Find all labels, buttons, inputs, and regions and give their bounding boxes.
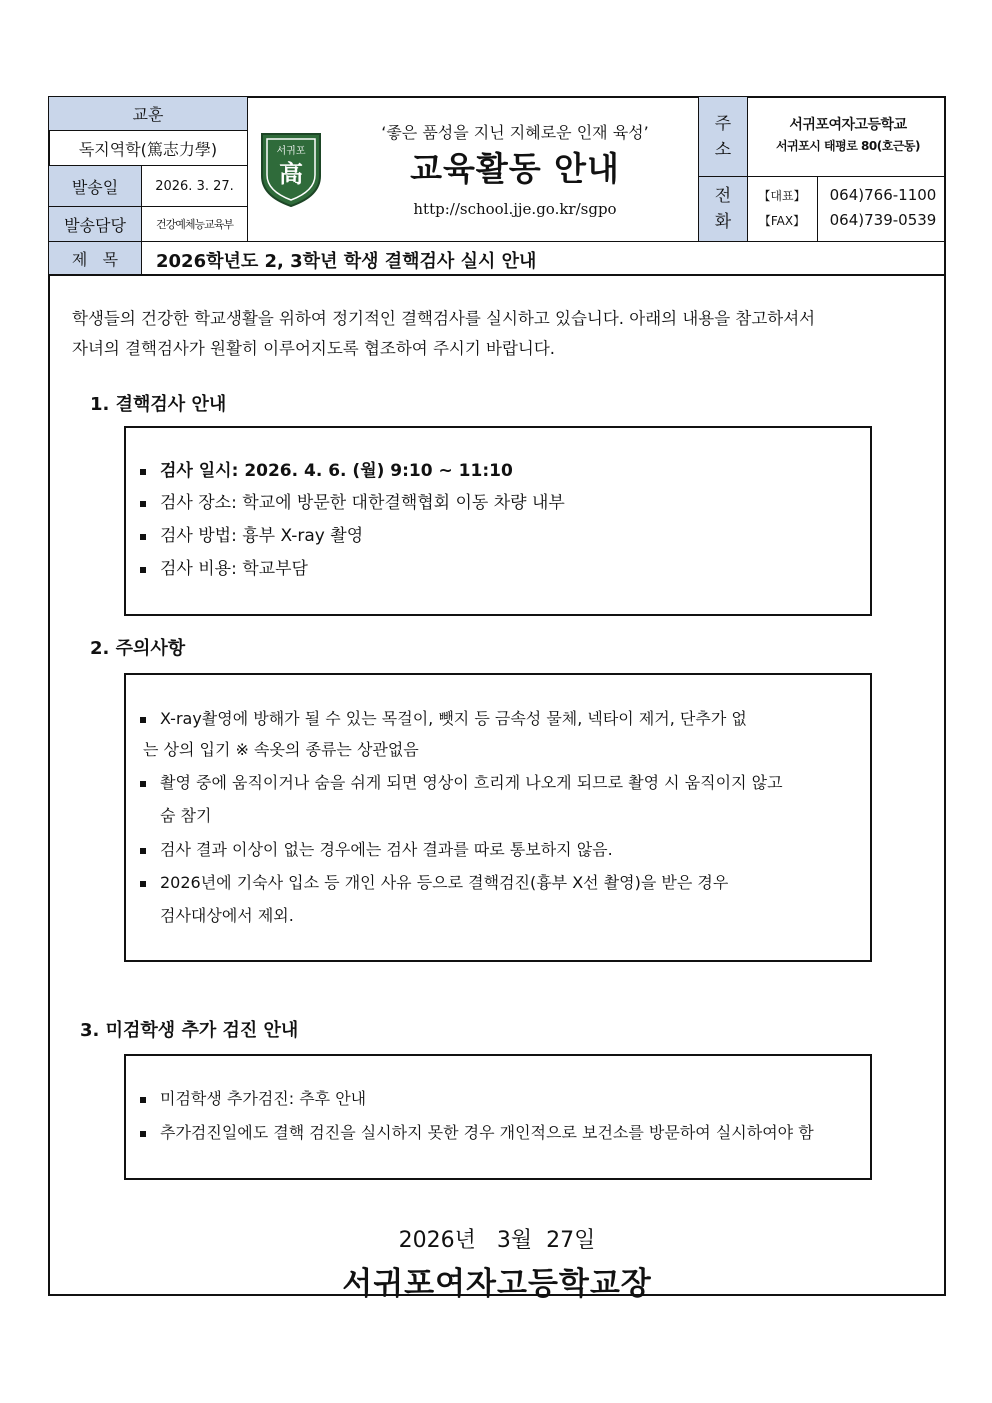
address-label: 주 소 bbox=[714, 113, 732, 160]
section2-item-2: 촬영 중에 움직이거나 숨을 쉬게 되면 영상이 흐리게 나오게 되므로 촬영 시 움직이지 않고 bbox=[160, 771, 783, 795]
slogan: ‘좋은 품성을 지닌 지혜로운 인재 육성’ bbox=[381, 123, 649, 142]
section2-item-4-cont: 검사대상에서 제외. bbox=[160, 906, 294, 925]
section2-item-2-cont: 숨 참기 bbox=[160, 806, 212, 825]
motto-label-cell bbox=[49, 97, 247, 130]
department-cell bbox=[142, 207, 247, 241]
phone-label: 전 화 bbox=[714, 186, 732, 232]
department-label: 발송담당 bbox=[64, 215, 126, 235]
school-name: 서귀포여자고등학교 bbox=[789, 117, 907, 133]
grid-line bbox=[49, 274, 946, 276]
grid-line bbox=[49, 165, 247, 166]
section2-item-1: X-ray촬영에 방해가 될 수 있는 목걸이, 뺏지 등 금속성 물체, 넥타이 제거, 단추가 없 bbox=[160, 707, 747, 731]
sent-date: 2026. 3. 27. bbox=[155, 178, 234, 194]
motto-label: 교훈 bbox=[132, 105, 164, 124]
grid-line bbox=[141, 166, 142, 241]
logo-text-top: 서귀포 bbox=[276, 146, 306, 157]
grid-line bbox=[247, 97, 248, 241]
section2-item-4: 2026년에 기숙사 입소 등 개인 사유 등으로 결핵검진(흉부 X선 촬영)을 받은 경우 bbox=[160, 871, 728, 895]
doc-title: 교육활동 안내 bbox=[410, 149, 620, 188]
school-address: 서귀포시 태평로 80(호근동) bbox=[776, 139, 920, 153]
footer-date: 2026년 3월 27일 bbox=[398, 1228, 596, 1253]
grid-line bbox=[817, 177, 818, 241]
subject: 2026학년도 2, 3학년 학생 결핵검사 실시 안내 bbox=[156, 251, 537, 272]
subject-label-cell bbox=[49, 242, 141, 275]
section2-item-3: 검사 결과 이상이 없는 경우에는 검사 결과를 따로 통보하지 않음. bbox=[160, 838, 613, 862]
section3-title: 3. 미검학생 추가 검진 안내 bbox=[80, 1020, 299, 1041]
grid-line bbox=[699, 176, 946, 177]
grid-line bbox=[49, 130, 247, 131]
fax-label: 【FAX】 bbox=[758, 214, 806, 228]
section3-box bbox=[124, 1054, 872, 1180]
main-phone-label: 【대표】 bbox=[758, 189, 806, 203]
section1-box bbox=[124, 426, 872, 616]
section1-item: 검사 방법: 흉부 X-ray 촬영 bbox=[160, 526, 364, 546]
section2-item-1-cont: 는 상의 입기 ※ 속옷의 종류는 상관없음 bbox=[143, 740, 419, 759]
department-label-cell bbox=[49, 207, 141, 241]
section1-item: 검사 장소: 학교에 방문한 대한결핵협회 이동 차량 내부 bbox=[160, 493, 565, 513]
section3-item: 미검학생 추가검진: 추후 안내 bbox=[160, 1087, 366, 1111]
sent-date-label: 발송일 bbox=[71, 177, 119, 197]
address-label-cell bbox=[699, 97, 747, 176]
subject-label: 제 목 bbox=[71, 250, 119, 269]
phone-label-cell bbox=[699, 177, 747, 241]
grid-line bbox=[49, 206, 247, 207]
intro-line-1: 학생들의 건강한 학교생활을 위하여 정기적인 결핵검사를 실시하고 있습니다. 아래의 내용을 참고하셔서 bbox=[72, 309, 816, 328]
motto: 독지역학(篤志力學) bbox=[78, 139, 218, 159]
fax-number: 064)739-0539 bbox=[829, 211, 937, 229]
section1-item: 검사 일시: 2026. 4. 6. (월) 9:10 ~ 11:10 bbox=[160, 461, 513, 481]
main-phone: 064)766-1100 bbox=[829, 186, 937, 204]
motto-cell bbox=[49, 131, 247, 165]
principal-signature: 서귀포여자고등학교장 bbox=[342, 1266, 652, 1302]
grid-line bbox=[141, 242, 142, 275]
section2-title: 2. 주의사항 bbox=[90, 638, 186, 659]
sent-date-label-cell bbox=[49, 166, 141, 206]
section1-title: 1. 결핵검사 안내 bbox=[90, 394, 227, 415]
logo-text-center: 高 bbox=[279, 159, 303, 188]
sent-date-cell bbox=[142, 166, 247, 206]
section1-item: 검사 비용: 학교부담 bbox=[160, 559, 308, 579]
school-url[interactable]: http://school.jje.go.kr/sgpo bbox=[413, 200, 617, 218]
school-logo bbox=[258, 130, 324, 208]
intro-line-2: 자녀의 결핵검사가 원활히 이루어지도록 협조하여 주시기 바랍니다. bbox=[72, 339, 556, 358]
department: 건강예체능교육부 bbox=[155, 218, 233, 231]
grid-line bbox=[49, 241, 946, 242]
section3-item: 추가검진일에도 결핵 검진을 실시하지 못한 경우 개인적으로 보건소를 방문하여 실시하여야 함 bbox=[160, 1121, 814, 1145]
